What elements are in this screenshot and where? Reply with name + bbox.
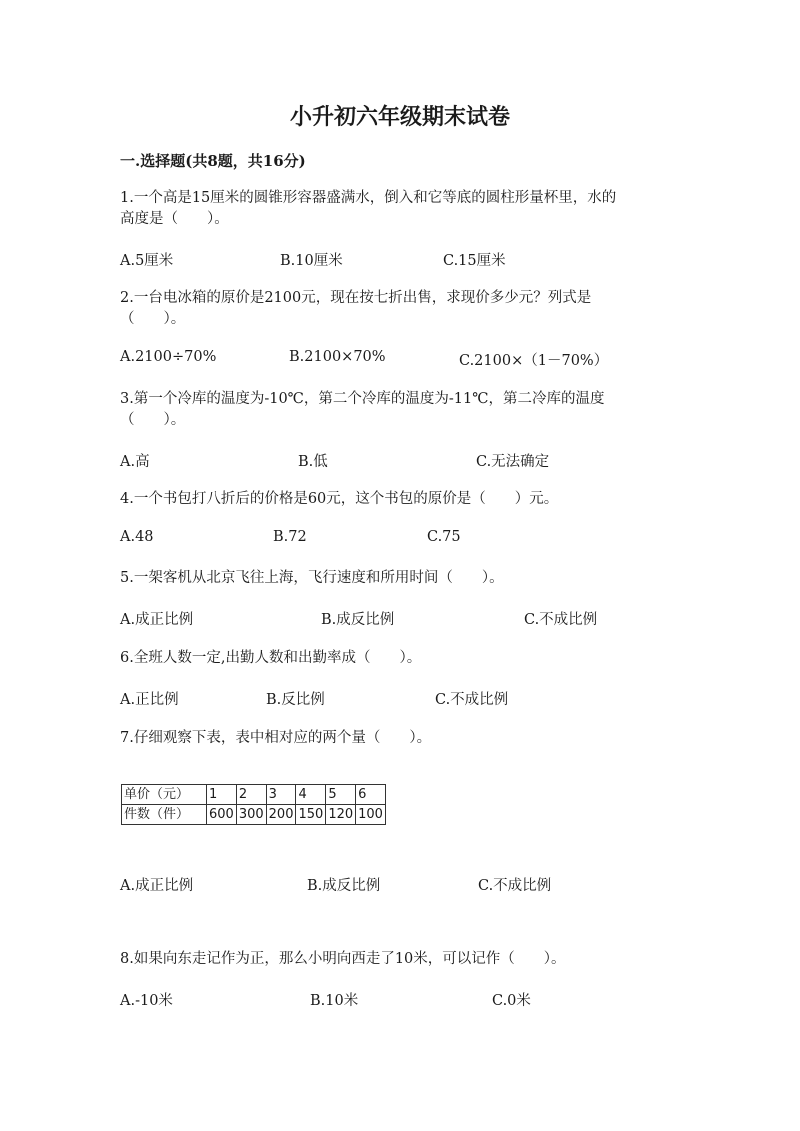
question-1-option-a: A.5厘米 xyxy=(120,253,174,269)
table-cell: 4 xyxy=(296,785,326,805)
data-table xyxy=(121,784,386,825)
table-cell: 120 xyxy=(326,805,356,825)
question-7-option-c: C.不成比例 xyxy=(478,878,552,894)
question-5-option-c: C.不成比例 xyxy=(524,612,598,628)
table-cell: 100 xyxy=(356,805,386,825)
question-5-line-1: 5.一架客机从北京飞往上海，飞行速度和所用时间（ ）。 xyxy=(120,570,504,586)
page-title: 小升初六年级期末试卷 xyxy=(289,104,510,130)
question-3-option-c: C.无法确定 xyxy=(476,454,550,470)
question-3-line-2: （ ）。 xyxy=(120,412,186,428)
question-5-option-a: A.成正比例 xyxy=(120,612,194,628)
question-7-option-b: B.成反比例 xyxy=(307,878,381,894)
question-1-option-c: C.15厘米 xyxy=(443,253,506,269)
table-cell: 1 xyxy=(207,785,237,805)
table-cell: 2 xyxy=(236,785,266,805)
question-8-option-a: A.-10米 xyxy=(120,993,173,1009)
table-cell: 200 xyxy=(266,805,296,825)
question-2-option-c: C.2100×（1－70%） xyxy=(459,353,609,369)
question-2-line-1: 2.一台电冰箱的原价是2100元，现在按七折出售，求现价多少元？列式是 xyxy=(120,290,592,306)
question-3-option-a: A.高 xyxy=(120,454,150,470)
question-6-option-b: B.反比例 xyxy=(266,692,325,708)
table-cell: 300 xyxy=(236,805,266,825)
question-8-line-1: 8.如果向东走记作为正，那么小明向西走了10米，可以记作（ ）。 xyxy=(120,951,566,967)
question-2-option-b: B.2100×70% xyxy=(289,349,386,365)
question-4-option-b: B.72 xyxy=(273,529,307,545)
question-3-line-1: 3.第一个冷库的温度为-10℃，第二个冷库的温度为-11℃，第二冷库的温度 xyxy=(120,391,605,407)
table-row xyxy=(122,785,386,805)
question-1-option-b: B.10厘米 xyxy=(280,253,343,269)
question-7-option-a: A.成正比例 xyxy=(120,878,194,894)
question-4-option-a: A.48 xyxy=(120,529,154,545)
table-cell: 3 xyxy=(266,785,296,805)
table-cell: 150 xyxy=(296,805,326,825)
question-4-line-1: 4.一个书包打八折后的价格是60元，这个书包的原价是（ ）元。 xyxy=(120,491,559,507)
question-3-option-b: B.低 xyxy=(298,454,328,470)
question-5-option-b: B.成反比例 xyxy=(321,612,395,628)
question-8-option-b: B.10米 xyxy=(310,993,359,1009)
question-8-option-c: C.0米 xyxy=(492,993,531,1009)
table-cell: 件数（件） xyxy=(122,805,207,825)
section-heading: 一.选择题(共8题，共16分) xyxy=(120,152,306,170)
question-2-line-2: （ ）。 xyxy=(120,311,186,327)
table-cell: 5 xyxy=(326,785,356,805)
question-2-option-a: A.2100÷70% xyxy=(120,349,217,365)
question-4-option-c: C.75 xyxy=(427,529,461,545)
question-6-option-a: A.正比例 xyxy=(120,692,179,708)
question-7-line-1: 7.仔细观察下表，表中相对应的两个量（ ）。 xyxy=(120,730,432,746)
question-6-option-c: C.不成比例 xyxy=(435,692,509,708)
question-1-line-1: 1.一个高是15厘米的圆锥形容器盛满水，倒入和它等底的圆柱形量杯里，水的 xyxy=(120,190,617,206)
table-cell: 单价（元） xyxy=(122,785,207,805)
table-row xyxy=(122,805,386,825)
table-cell: 6 xyxy=(356,785,386,805)
question-1-line-2: 高度是（ ）。 xyxy=(120,211,229,227)
table-cell: 600 xyxy=(207,805,237,825)
question-6-line-1: 6.全班人数一定,出勤人数和出勤率成（ ）。 xyxy=(120,650,422,666)
